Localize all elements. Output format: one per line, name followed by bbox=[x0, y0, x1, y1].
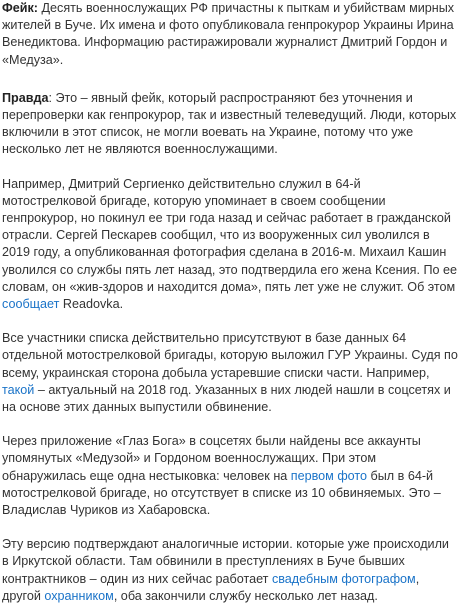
database-text-end: – актуальный на 2018 год. Указанных в них людей нашли в соцсетях и на основе этих данных выпустили обвинение. bbox=[2, 382, 451, 415]
glaz-boga-paragraph bbox=[2, 433, 458, 519]
truth-paragraph bbox=[2, 90, 458, 159]
examples-text-end: Readovka. bbox=[59, 297, 124, 312]
examples-paragraph bbox=[2, 176, 458, 314]
soobshchaet-link[interactable]: сообщает bbox=[2, 297, 60, 312]
truth-text: : Это – явный фейк, который распространяют без уточнения и перепроверки как генпрокурор, так и известный телеведущий. Люди, которых включили в этот список, не могли воевать на Украине, потому что уже несколько лет не являются военнослужащими. bbox=[2, 90, 457, 157]
irkutsk-text: Эту версию подтверждают аналогичные истории. которые уже происходили в Иркутской области. Там обвинили в преступлениях в Буче бывших контрактников – один из них сейчас работает bbox=[2, 537, 449, 586]
database-text: Все участники списка действительно присутствуют в базе данных 64 отдельной мотострелковой бригады, которую выложил ГУР Украины. Судя по всему, украинская сторона добыла устаревшие списки части. Например, bbox=[2, 331, 458, 380]
glaz-boga-text-end: был в 64-й мотострелковой бригаде, но отсутствует в списке из 10 обвиняемых. Это – Владислав Чуриков из Хабаровска. bbox=[2, 468, 441, 518]
security-guard-link[interactable]: охранником bbox=[44, 588, 114, 603]
fake-claim-text: Десять военнослужащих РФ причастны к пыткам и убийствам мирных жителей в Буче. Их имена и фото опубликовала генпрокурор Украины Ирина Венедиктова. Информацию растиражировали журналист Дмитрий Гордон и «Медуза». bbox=[2, 1, 455, 67]
wedding-photographer-link[interactable]: свадебным фотографом bbox=[271, 571, 416, 586]
fake-claim-paragraph bbox=[2, 0, 458, 69]
irkutsk-paragraph bbox=[2, 536, 458, 605]
first-photo-link[interactable]: первом фото bbox=[290, 468, 368, 483]
irkutsk-text-end: , оба закончили службу несколько лет назад. bbox=[113, 588, 378, 603]
takoy-link[interactable]: такой bbox=[2, 382, 35, 397]
glaz-boga-text: Через приложение «Глаз Бога» в соцсетях были найдены все аккаунты упомянутых «Медузой» и Гордоном военнослужащих. При этом обнаружилась еще одна нестыковка: человек на bbox=[2, 434, 421, 483]
examples-text: Например, Дмитрий Сергиенко действительно служил в 64-й мотострелковой бригаде, которую упоминает в своем сообщении генпрокурор, но покинул ее три года назад и сейчас работает в гражданской отрасли. Сергей Пескарев сообщил, что из вооруженных сил уволился в 2019 году, а опубликованная фотография сделана в 2016-м. Михаил Кашин уволился со службы пять лет назад, это подтвердила его жена Ксения. По ее словам, он «жив-здоров и находится дома», пять лет уже не служит. Об этом bbox=[2, 176, 458, 294]
irkutsk-text-middle: , другой bbox=[2, 571, 420, 603]
database-paragraph bbox=[2, 330, 458, 416]
fake-label: Фейк: bbox=[2, 1, 38, 15]
truth-label: Правда bbox=[2, 90, 49, 105]
